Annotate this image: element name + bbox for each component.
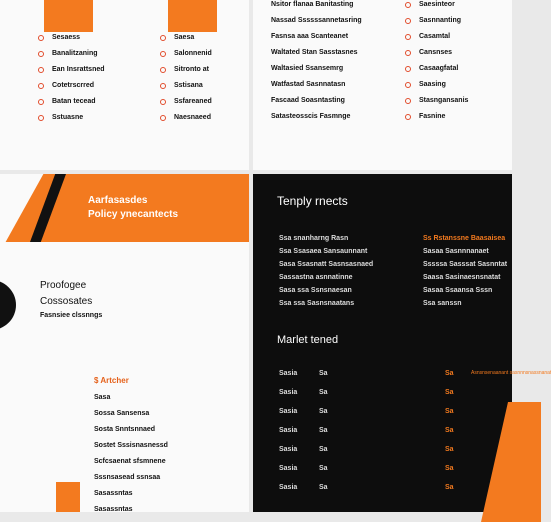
- list-left: [38, 30, 105, 126]
- list-item: Fascaad Soasntasting: [271, 97, 345, 104]
- list-item: Sasa ssa Ssnsnaesan: [279, 287, 352, 294]
- list-right: [423, 232, 507, 310]
- list-item: Ssfareaned: [160, 94, 212, 110]
- list-item: Sassastna asnnatinne: [279, 274, 353, 281]
- column-label: Asnsnsenaanant sasnnnsnassnanat: [471, 370, 551, 376]
- list-item: Sasa Ssasnatt Sasnsasnaed: [279, 261, 374, 268]
- list-item: Ss Rstanssne Baasaisea: [423, 235, 506, 242]
- panel-top-right: [253, 0, 512, 170]
- list-item: Sasaa Ssaansa Sssn: [423, 287, 493, 294]
- list-item: Casaagfatal: [405, 61, 468, 77]
- table-row: Sasia Sa: [279, 370, 328, 377]
- section-subtitle: Fasnsiee clssnngs: [40, 312, 103, 319]
- list-item: Sssnsasead ssnsaa: [94, 474, 161, 481]
- list-item: Sossa Sansensa: [94, 410, 150, 417]
- table: [279, 364, 339, 497]
- list-item: Sasnnanting: [405, 13, 468, 29]
- list-item: Batan tecead: [38, 94, 105, 110]
- table-row: Sasia Sa: [279, 484, 328, 491]
- list-item: Nassad Ssssssannetasring: [271, 17, 362, 24]
- list-left: [279, 232, 373, 310]
- list-item: Sssssa Sasssat Sasnntat: [423, 261, 508, 268]
- list-item: Waltasied Ssansemrg: [271, 65, 344, 72]
- list-item: Ssa ssa Sasnsnaatans: [279, 300, 355, 307]
- list-item: Saasa Sasinaesnsnatat: [423, 274, 501, 281]
- list-right: [160, 30, 212, 126]
- banner-title: Aarfasasdes Policy ynecantects: [88, 195, 179, 220]
- list-item: Fasnine: [405, 109, 468, 125]
- panel-bottom-left: [0, 174, 249, 512]
- list-item: Sstuasne: [38, 110, 105, 126]
- circle-bullet-icon: [160, 67, 166, 73]
- list-item: Ean Insrattsned: [38, 62, 105, 78]
- list-item: Sstisana: [160, 78, 212, 94]
- list-right: [405, 0, 468, 125]
- list-item: Naesnaeed: [160, 110, 212, 126]
- list-item: Ssa snanharng Rasn: [279, 235, 349, 242]
- circle-bullet-icon: [405, 114, 411, 120]
- section-heading: Marlet tened: [277, 334, 339, 346]
- circle-bullet-icon: [160, 83, 166, 89]
- table-row: Sasia Sa: [279, 408, 328, 415]
- list-item: Waltated Stan Sasstasnes: [271, 49, 358, 56]
- list-item: Stasngansanis: [405, 93, 468, 109]
- half-circle-shape: [0, 280, 16, 330]
- list-item: Banalitzaning: [38, 46, 105, 62]
- table-row: Sasia Sa: [279, 389, 328, 396]
- circle-bullet-icon: [38, 67, 44, 73]
- list-title: $ Artcher: [94, 376, 129, 385]
- list-item: Sasassntas: [94, 506, 133, 513]
- list-item: Saesa: [160, 30, 212, 46]
- list-item: Cotetrscrred: [38, 78, 105, 94]
- list-item: Ssa sanssn: [423, 300, 462, 307]
- list-item: Sasaa Sasnnnanaet: [423, 248, 489, 255]
- list-left: [271, 0, 362, 125]
- table-row: Sasia Sa: [279, 465, 328, 472]
- list-item: Scfcsaenat sfsmnene: [94, 458, 166, 465]
- list-item: Saesinteor: [405, 0, 468, 13]
- list-item: Satasteosscis Fasmnge: [271, 113, 351, 120]
- circle-bullet-icon: [38, 51, 44, 57]
- table-row: Sasia Sa: [279, 427, 328, 434]
- table-row: Sasia Sa: [279, 446, 328, 453]
- circle-bullet-icon: [160, 115, 166, 121]
- circle-bullet-icon: [405, 34, 411, 40]
- list-item: Casamtal: [405, 29, 468, 45]
- list-item: Sasa: [94, 394, 111, 401]
- value-column: Sa Sa Sa Sa Sa Sa Sa: [445, 370, 454, 491]
- orange-arrow-shape: [481, 402, 541, 522]
- section-heading: Proofogee Cossosates: [40, 280, 93, 307]
- circle-bullet-icon: [160, 35, 166, 41]
- circle-bullet-icon: [38, 99, 44, 105]
- circle-bullet-icon: [160, 99, 166, 105]
- orange-block: [56, 482, 80, 512]
- panel-bottom-right: [253, 174, 551, 512]
- circle-bullet-icon: [38, 83, 44, 89]
- circle-bullet-icon: [38, 35, 44, 41]
- list-item: Saasing: [405, 77, 468, 93]
- orange-tab: [168, 0, 217, 32]
- list-item: Salonnenid: [160, 46, 212, 62]
- list: [94, 390, 168, 518]
- list-item: Ssa Ssasaea Sansaunnant: [279, 248, 368, 255]
- circle-bullet-icon: [405, 18, 411, 24]
- circle-bullet-icon: [405, 2, 411, 8]
- list-item: Sitronto at: [160, 62, 212, 78]
- circle-bullet-icon: [160, 51, 166, 57]
- list-item: Sosta Snntsnnaed: [94, 426, 156, 433]
- circle-bullet-icon: [405, 66, 411, 72]
- circle-bullet-icon: [405, 50, 411, 56]
- list-item: Watfastad Sasnnatasn: [271, 81, 346, 88]
- list-item: Cansnses: [405, 45, 468, 61]
- orange-banner: [0, 174, 249, 242]
- panel-top-left: [0, 0, 249, 170]
- circle-bullet-icon: [405, 98, 411, 104]
- list-item: Sesaess: [38, 30, 105, 46]
- circle-bullet-icon: [405, 82, 411, 88]
- list-item: Fasnsa aaa Scanteanet: [271, 33, 349, 40]
- list-item: Sasassntas: [94, 490, 133, 497]
- circle-bullet-icon: [38, 115, 44, 121]
- orange-tab: [44, 0, 93, 32]
- list-item: Sostet Sssisnasnessd: [94, 442, 168, 449]
- section-heading: Tenply rnects: [277, 194, 348, 208]
- list-item: Nsitor flanaa Banitasting: [271, 1, 354, 8]
